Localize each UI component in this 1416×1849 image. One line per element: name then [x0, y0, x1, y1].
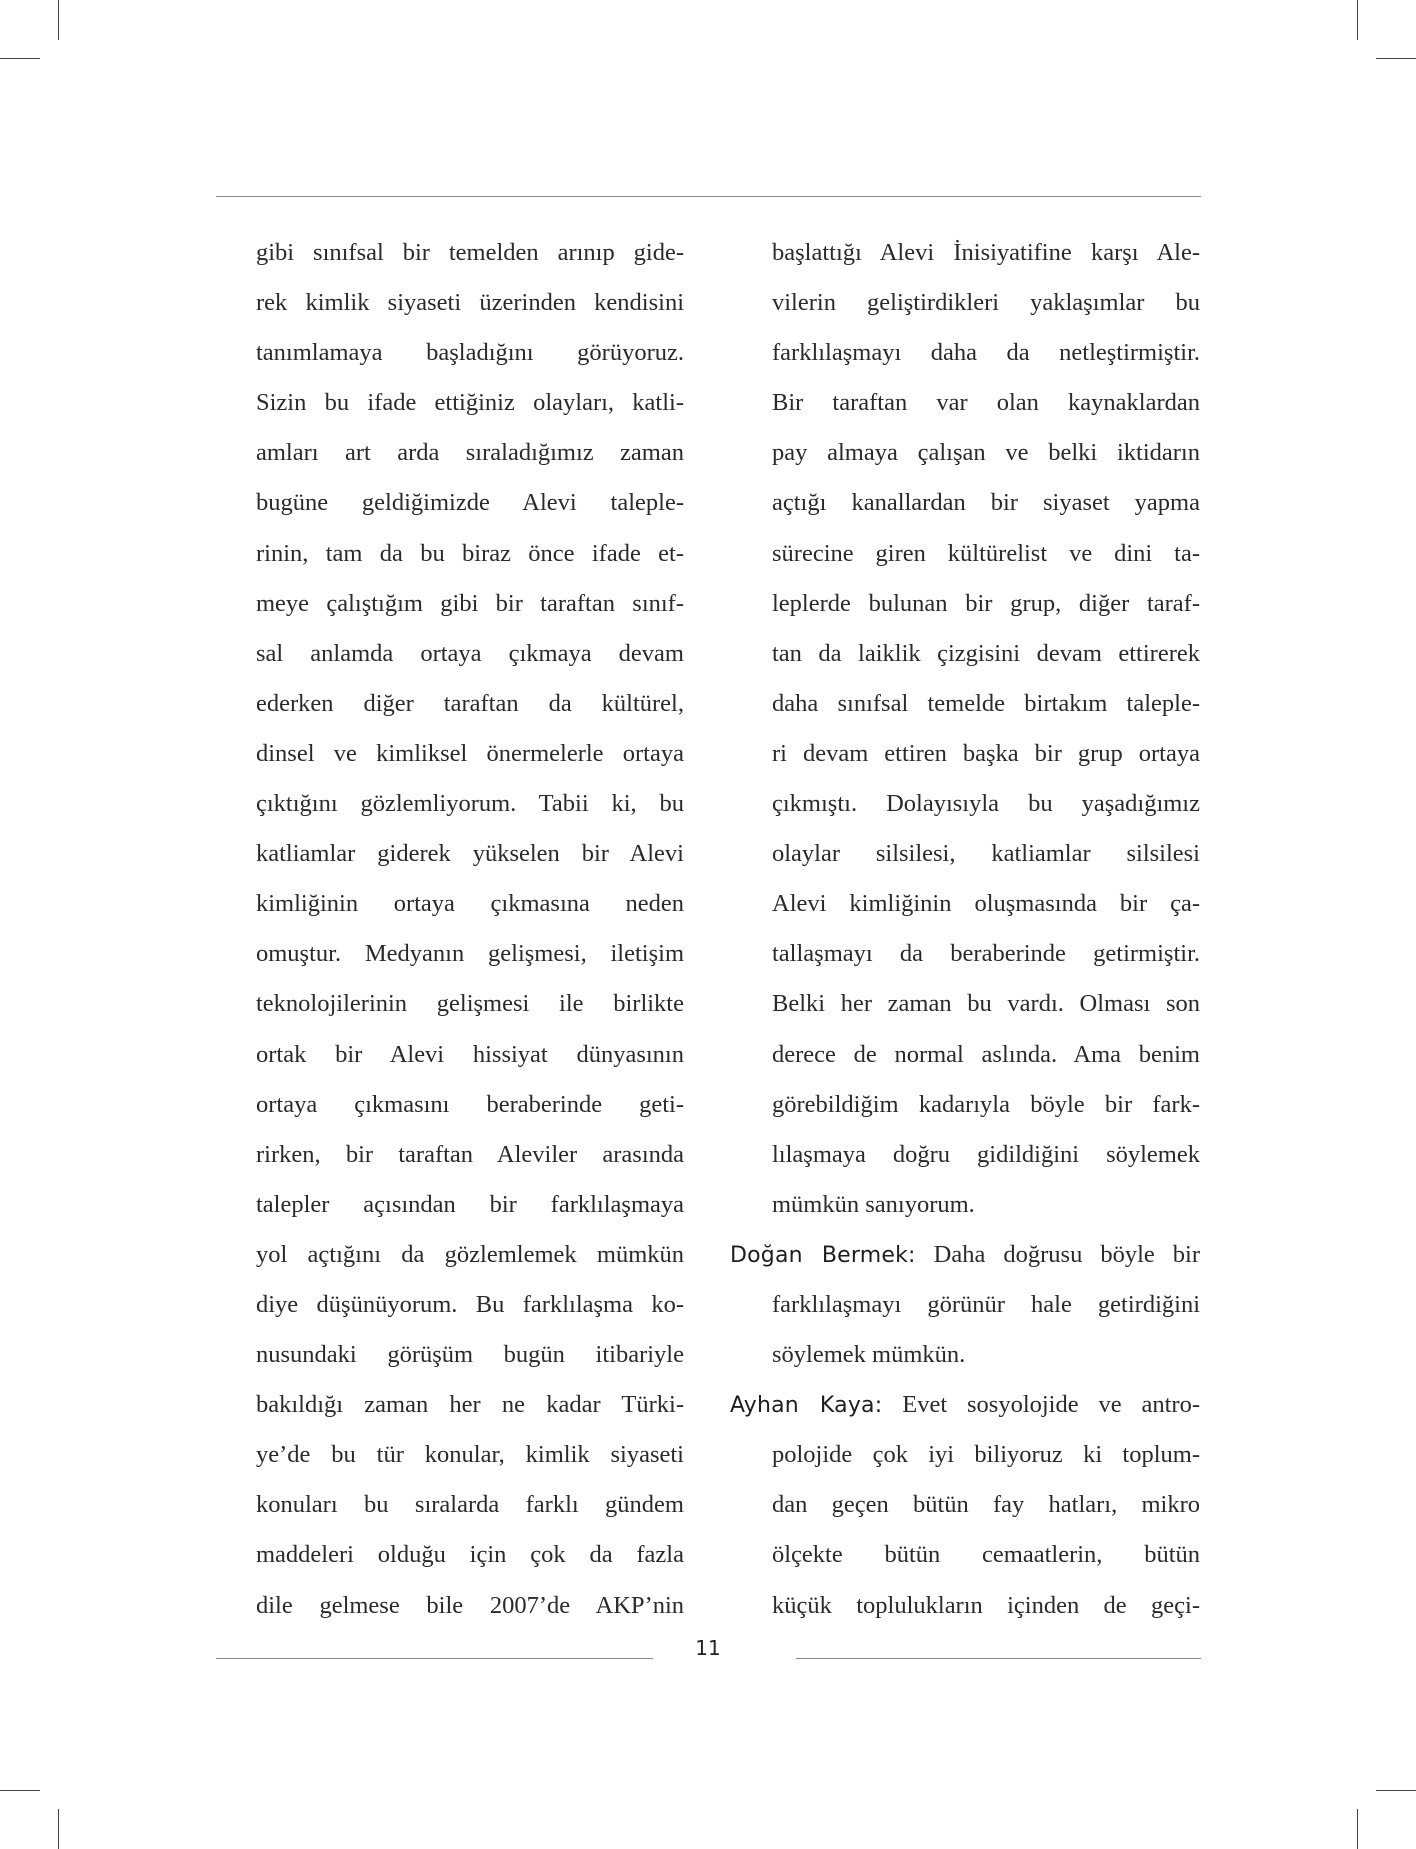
text-line: daha sınıfsal temelde birtakım taleple-	[772, 689, 1200, 717]
text-line: Bir taraftan var olan kaynaklardan	[772, 389, 1200, 417]
text-line: olaylar silsilesi, katliamlar silsilesi	[772, 840, 1200, 868]
dialogue-paragraph	[730, 1380, 1200, 1630]
text-line: rirken, bir taraftan Aleviler arasında	[256, 1140, 684, 1168]
dialogue-first-line	[730, 1380, 1200, 1430]
text-line: ölçekte bütün cemaatlerin, bütün	[772, 1541, 1200, 1569]
text-line: lılaşmaya doğru gidildiğini söylemek	[772, 1140, 1200, 1168]
text-line: başlattığı Alevi İnisiyatifine karşı Ale-	[772, 239, 1200, 266]
text-line: ye’de bu tür konular, kimlik siyaseti	[256, 1441, 684, 1469]
crop-mark-bottom-left-v	[58, 1809, 59, 1849]
text-line: vilerin geliştirdikleri yaklaşımlar bu	[772, 289, 1200, 317]
left-column	[256, 228, 684, 1631]
text-line: talepler açısından bir farklılaşmaya	[256, 1190, 684, 1218]
text-line: gibi sınıfsal bir temelden arınıp gide-	[256, 239, 684, 266]
speaker-name: Ayhan Kaya:	[730, 1393, 883, 1419]
crop-mark-top-right-h	[1376, 58, 1416, 59]
header-rule	[216, 196, 1201, 197]
text-line: nusundaki görüşüm bugün itibariyle	[256, 1341, 684, 1369]
text-line: dile gelmese bile 2007’de AKP’nin	[256, 1591, 684, 1619]
text-line: konuları bu sıralarda farklı gündem	[256, 1491, 684, 1519]
text-line: rek kimlik siyaseti üzerinden kendisini	[256, 289, 684, 317]
dialogue-paragraph	[730, 1230, 1200, 1380]
text-line: ortaya çıkmasını beraberinde geti-	[256, 1090, 684, 1118]
right-column	[730, 228, 1200, 1631]
continued-paragraph	[730, 228, 1200, 1230]
text-line: tan da laiklik çizgisini devam ettirerek	[772, 639, 1200, 667]
text-line: farklılaşmayı görünür hale getirdiğini	[772, 1290, 1200, 1318]
text-line: farklılaşmayı daha da netleştirmiştir.	[772, 339, 1200, 367]
crop-mark-top-right-v	[1357, 0, 1358, 40]
text-line: ri devam ettiren başka bir grup ortaya	[772, 739, 1200, 767]
speaker-name: Doğan Bermek:	[730, 1242, 916, 1268]
dialogue-first-line	[730, 1230, 1200, 1280]
text-line: bakıldığı zaman her ne kadar Türki-	[256, 1391, 684, 1419]
text-line: polojide çok iyi biliyoruz ki toplum-	[772, 1441, 1200, 1469]
crop-mark-bottom-left-h	[0, 1790, 40, 1791]
text-line: dan geçen bütün fay hatları, mikro	[772, 1491, 1200, 1519]
text-line: amları art arda sıraladığımız zaman	[256, 439, 684, 467]
text-line: küçük toplulukların içinden de geçi-	[772, 1591, 1200, 1619]
text-line: meye çalıştığım gibi bir taraftan sınıf-	[256, 589, 684, 617]
dialogue-text: Daha doğrusu böyle bir	[915, 1240, 1200, 1268]
text-line: görebildiğim kadarıyla böyle bir fark-	[772, 1090, 1200, 1118]
text-line: ederken diğer taraftan da kültürel,	[256, 689, 684, 717]
text-line: katliamlar giderek yükselen bir Alevi	[256, 840, 684, 868]
text-line: Sizin bu ifade ettiğiniz olayları, katli-	[256, 389, 684, 417]
text-line: çıktığını gözlemliyorum. Tabii ki, bu	[256, 790, 684, 818]
text-line: diye düşünüyorum. Bu farklılaşma ko-	[256, 1290, 684, 1318]
text-line: bugüne geldiğimizde Alevi taleple-	[256, 489, 684, 517]
text-line: teknolojilerinin gelişmesi ile birlikte	[256, 990, 684, 1018]
text-line: sal anlamda ortaya çıkmaya devam	[256, 639, 684, 667]
footer-rule-right	[796, 1658, 1201, 1659]
crop-mark-bottom-right-v	[1357, 1809, 1358, 1849]
text-line: açtığı kanallardan bir siyaset yapma	[772, 489, 1200, 517]
text-line: sürecine giren kültürelist ve dini ta-	[772, 539, 1200, 567]
text-line: dinsel ve kimliksel önermelerle ortaya	[256, 739, 684, 767]
text-line: çıkmıştı. Dolayısıyla bu yaşadığımız	[772, 790, 1200, 818]
text-line: rinin, tam da bu biraz önce ifade et-	[256, 539, 684, 567]
dialogue-text: Evet sosyolojide ve antro-	[882, 1391, 1201, 1419]
text-line: yol açtığını da gözlemlemek mümkün	[256, 1240, 684, 1268]
crop-mark-top-left-v	[58, 0, 59, 40]
text-line: mümkün sanıyorum.	[772, 1190, 975, 1218]
text-line: pay almaya çalışan ve belki iktidarın	[772, 439, 1200, 467]
text-line: omuştur. Medyanın gelişmesi, iletişim	[256, 940, 684, 968]
page-number: 11	[695, 1636, 721, 1660]
text-line: derece de normal aslında. Ama benim	[772, 1040, 1200, 1068]
text-line: leplerde bulunan bir grup, diğer taraf-	[772, 589, 1200, 617]
text-line: tanımlamaya başladığını görüyoruz.	[256, 339, 684, 367]
crop-mark-top-left-h	[0, 58, 40, 59]
text-line: Alevi kimliğinin oluşmasında bir ça-	[772, 890, 1200, 918]
text-line: Belki her zaman bu vardı. Olması son	[772, 990, 1200, 1018]
text-line: ortak bir Alevi hissiyat dünyasının	[256, 1040, 684, 1068]
crop-mark-bottom-right-h	[1376, 1790, 1416, 1791]
text-line: kimliğinin ortaya çıkmasına neden	[256, 890, 684, 918]
text-line: söylemek mümkün.	[772, 1341, 966, 1369]
text-line: tallaşmayı da beraberinde getirmiştir.	[772, 940, 1200, 968]
text-line: maddeleri olduğu için çok da fazla	[256, 1541, 684, 1569]
